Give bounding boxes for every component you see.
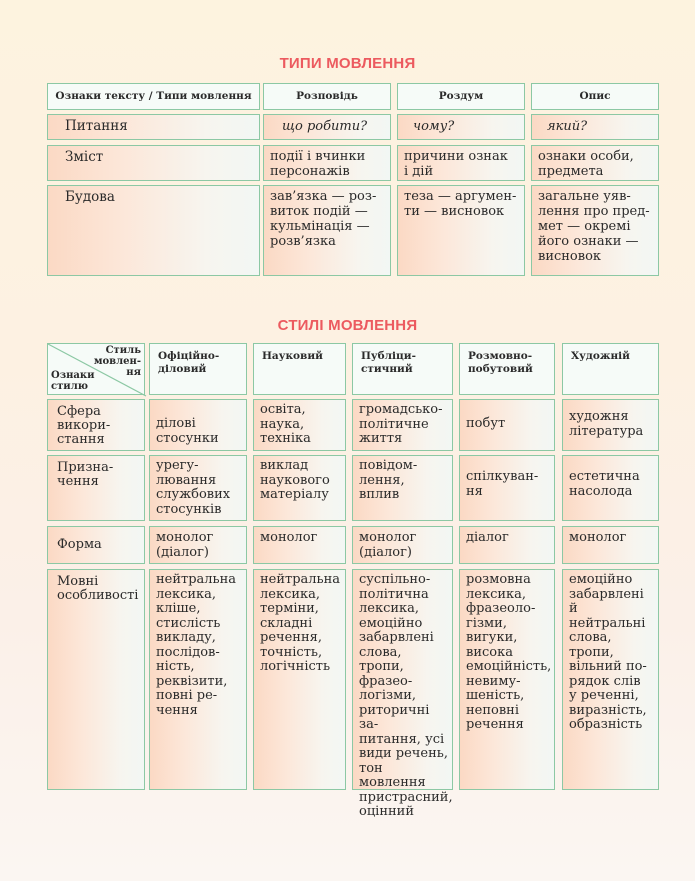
types-cell: причини ознак і дій xyxy=(397,145,525,181)
types-cell: теза — аргумен- ти — висновок xyxy=(397,185,525,276)
styles-row-label: Призна- чення xyxy=(47,455,145,521)
types-header-2: Роздум xyxy=(397,83,525,110)
styles-title: СТИЛІ МОВЛЕННЯ xyxy=(277,317,418,334)
types-cell: зав’язка — роз- виток подій — кульмінація — розв’язка xyxy=(263,185,391,276)
styles-cell: художня література xyxy=(562,399,659,451)
styles-cell: громадсько- політичне життя xyxy=(352,399,453,451)
styles-cell: монолог xyxy=(253,526,346,564)
styles-row-label: Сфера викори- стання xyxy=(47,399,145,451)
types-cell: що робити? xyxy=(263,114,391,140)
types-header-1: Розповідь xyxy=(263,83,391,110)
styles-cell: розмовна лексика, фразеоло- гізми, вигуки, висока емоційність, невиму- шеність, неповні речення xyxy=(459,569,555,790)
corner-features-label: Ознаки стилю xyxy=(51,370,95,392)
types-header-3: Опис xyxy=(531,83,659,110)
types-cell: події і вчинки персонажів xyxy=(263,145,391,181)
styles-cell: монолог (діалог) xyxy=(149,526,247,564)
styles-cell: спілкуван- ня xyxy=(459,455,555,521)
styles-header-0: Офіційно- діловий xyxy=(149,343,247,395)
styles-header-1: Науковий xyxy=(253,343,346,395)
styles-cell: урегу- лювання службових стосунків xyxy=(149,455,247,521)
styles-header-3: Розмовно- побутовий xyxy=(459,343,555,395)
styles-cell: побут xyxy=(459,399,555,451)
types-row-label: Зміст xyxy=(47,145,260,181)
corner-style-label: Стиль мовлен- ня xyxy=(93,345,141,378)
types-cell: загальне уяв- лення про пред- мет — окремі його ознаки — висновок xyxy=(531,185,659,276)
styles-header-4: Художній xyxy=(562,343,659,395)
styles-cell: суспільно- політична лексика, емоційно забарвлені слова, тропи, фразео- логізми, риторичні за- питання, усі види речень, тон мовлення пристрасний, оцінний xyxy=(352,569,453,790)
types-title: ТИПИ МОВЛЕННЯ xyxy=(279,55,416,72)
types-header-0: Ознаки тексту / Типи мовлення xyxy=(47,83,260,110)
styles-cell: нейтральна лексика, терміни, складні речення, точність, логічність xyxy=(253,569,346,790)
styles-cell: виклад наукового матеріалу xyxy=(253,455,346,521)
types-cell: який? xyxy=(531,114,659,140)
styles-header-2: Публіци- стичний xyxy=(352,343,453,395)
styles-cell: повідом- лення, вплив xyxy=(352,455,453,521)
styles-cell: естетична насолода xyxy=(562,455,659,521)
types-cell: чому? xyxy=(397,114,525,140)
styles-cell: нейтральна лексика, кліше, стислість викладу, послідов- ність, реквізити, повні ре- чення xyxy=(149,569,247,790)
types-row-label: Будова xyxy=(47,185,260,276)
types-cell: ознаки особи, предмета xyxy=(531,145,659,181)
styles-corner-header xyxy=(47,343,145,395)
styles-row-label: Мовні особливості xyxy=(47,569,145,790)
styles-cell: діалог xyxy=(459,526,555,564)
styles-row-label: Форма xyxy=(47,526,145,564)
types-row-label: Питання xyxy=(47,114,260,140)
styles-cell: емоційно забарвлені й нейтральні слова, тропи, вільний по- рядок слів у реченні, виразність, образність xyxy=(562,569,659,790)
styles-cell: освіта, наука, техніка xyxy=(253,399,346,451)
styles-cell: монолог xyxy=(562,526,659,564)
styles-cell: монолог (діалог) xyxy=(352,526,453,564)
styles-cell: ділові стосунки xyxy=(149,399,247,451)
